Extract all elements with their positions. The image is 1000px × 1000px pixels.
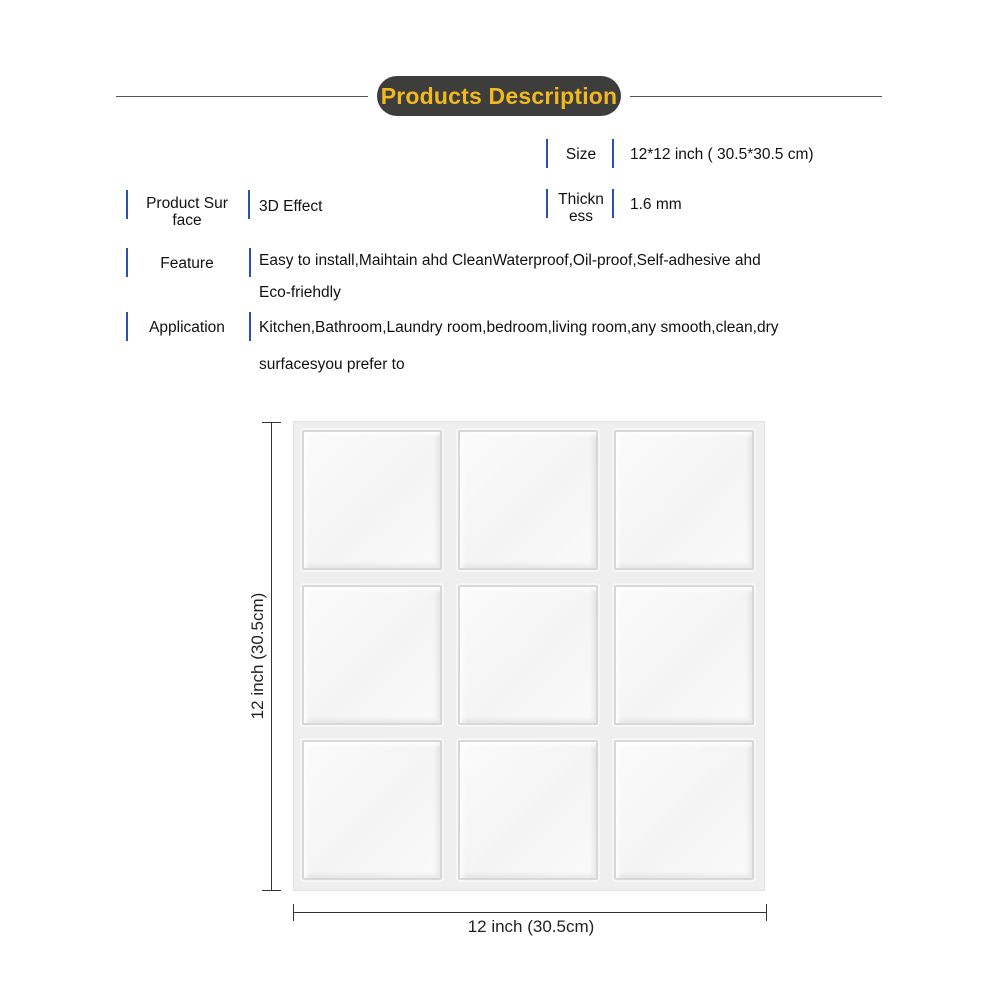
height-dimension-label: 12 inch (30.5cm): [248, 592, 267, 720]
height-dimension-cap-bottom: [262, 890, 281, 891]
feature-label-bar-left: [126, 248, 128, 277]
thickness-value: 1.6 mm: [630, 196, 682, 213]
surface-label-bar-right: [248, 190, 250, 219]
size-label: Size: [565, 146, 597, 163]
application-label-bar-right: [249, 312, 251, 341]
tile: [614, 740, 754, 880]
tile: [614, 430, 754, 570]
application-label-bar-left: [126, 312, 128, 341]
tile: [302, 585, 442, 725]
width-dimension-label: 12 inch (30.5cm): [467, 917, 595, 936]
surface-value: 3D Effect: [259, 198, 323, 215]
thickness-label-line1: Thickn: [558, 191, 604, 208]
feature-value-line1: Easy to install,Maihtain ahd CleanWaterproof,Oil-proof,Self-adhesive ahd: [259, 252, 761, 269]
tile: [614, 585, 754, 725]
tile-product-image: [293, 421, 765, 891]
feature-label: Feature: [160, 255, 214, 272]
width-dimension-cap-left: [293, 904, 294, 921]
height-dimension-line: [271, 422, 272, 891]
size-label-bar-left: [546, 139, 548, 168]
surface-label: [134, 195, 240, 229]
size-value: 12*12 inch ( 30.5*30.5 cm): [630, 146, 814, 163]
application-label: Application: [149, 319, 225, 336]
surface-label-bar-left: [126, 190, 128, 219]
application-value-line2: surfacesyou prefer to: [259, 356, 405, 373]
tile: [302, 430, 442, 570]
feature-value-line2: Eco-friehdly: [259, 284, 341, 301]
width-dimension-line: [293, 912, 767, 913]
header-rule-right: [630, 96, 882, 97]
thickness-label: [553, 191, 609, 225]
thickness-label-bar-right: [612, 189, 614, 218]
tile: [458, 430, 598, 570]
size-label-bar-right: [612, 139, 614, 168]
width-dimension-cap-right: [766, 904, 767, 921]
header-rule-left: [116, 96, 368, 97]
feature-label-bar-right: [249, 248, 251, 277]
section-title: Products Description: [377, 76, 621, 116]
surface-label-line2: face: [172, 212, 202, 229]
surface-label-line1: Product Sur: [146, 195, 228, 212]
tile: [458, 740, 598, 880]
tile: [302, 740, 442, 880]
tile: [458, 585, 598, 725]
thickness-label-bar-left: [546, 189, 548, 218]
application-value-line1: Kitchen,Bathroom,Laundry room,bedroom,living room,any smooth,clean,dry: [259, 319, 779, 336]
height-dimension-cap-top: [262, 422, 281, 423]
thickness-label-line2: ess: [568, 208, 594, 225]
